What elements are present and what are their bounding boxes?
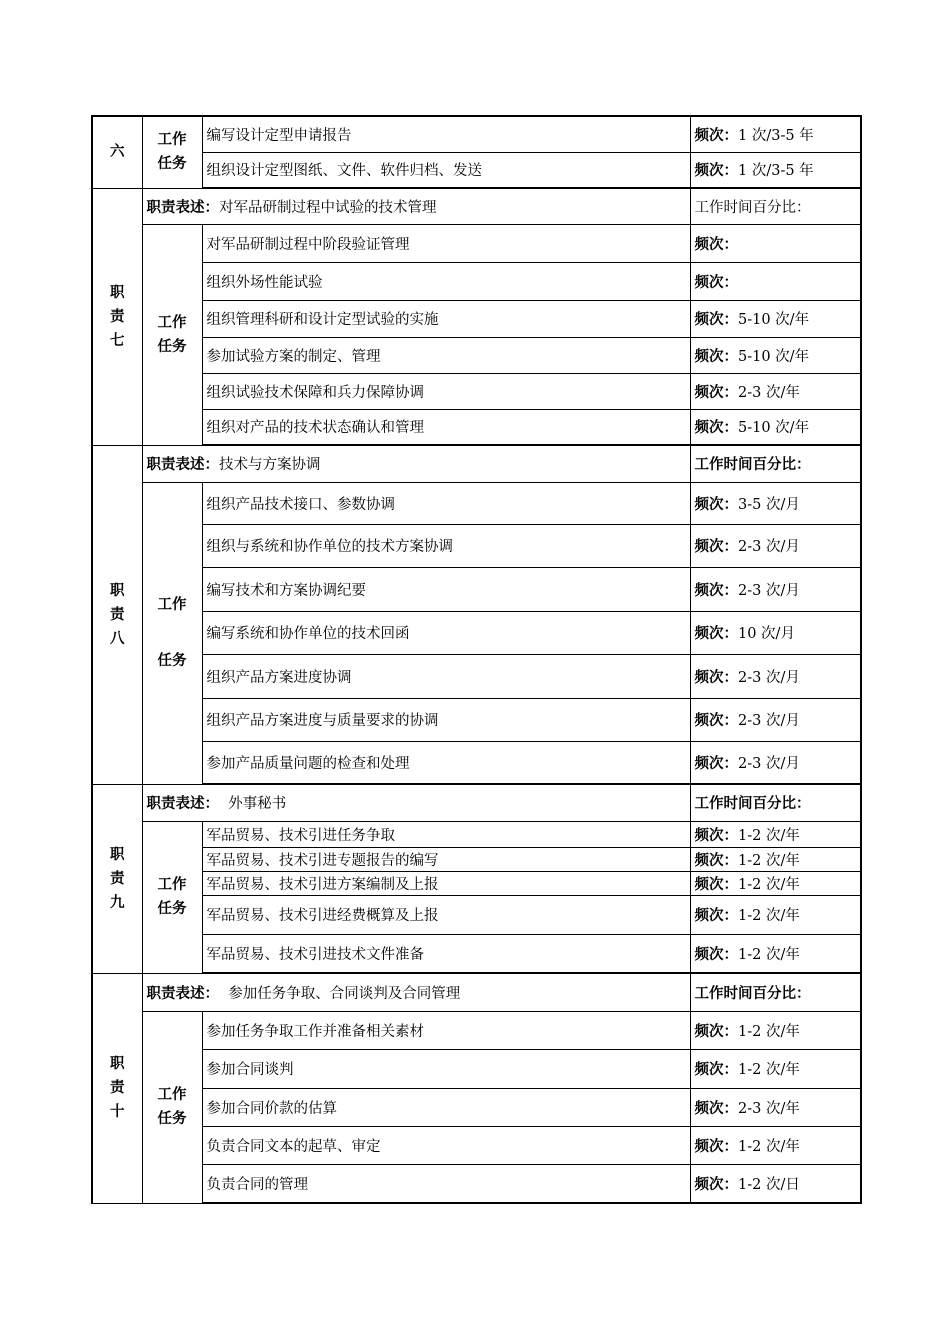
table-row xyxy=(92,741,861,784)
frequency-cell: 频次：1-2 次/年 xyxy=(690,895,861,934)
table-row xyxy=(92,300,861,337)
frequency-cell: 频次：5-10 次/年 xyxy=(690,409,861,445)
frequency-cell: 频次：1-2 次/年 xyxy=(690,871,861,895)
duty-number-9: 职 责 九 xyxy=(92,784,142,973)
table-row xyxy=(92,871,861,895)
duty-description-row xyxy=(92,784,861,821)
task-text: 参加合同谈判 xyxy=(202,1049,690,1088)
task-text: 参加试验方案的制定、管理 xyxy=(202,337,690,373)
duty-description: 职责表述：对军品研制过程中试验的技术管理 xyxy=(142,188,690,224)
time-percentage: 工作时间百分比： xyxy=(690,784,861,821)
task-text: 编写系统和协作单位的技术回函 xyxy=(202,611,690,654)
frequency-cell: 频次：2-3 次/年 xyxy=(690,373,861,409)
frequency-cell: 频次：5-10 次/年 xyxy=(690,337,861,373)
duty-number-8: 职 责 八 xyxy=(92,445,142,784)
frequency-cell: 频次：1-2 次/年 xyxy=(690,821,861,847)
frequency-cell: 频次： xyxy=(690,262,861,300)
task-text: 组织试验技术保障和兵力保障协调 xyxy=(202,373,690,409)
task-text: 组织与系统和协作单位的技术方案协调 xyxy=(202,524,690,567)
task-text: 编写技术和方案协调纪要 xyxy=(202,567,690,611)
table-row xyxy=(92,482,861,524)
frequency-cell: 频次：2-3 次/年 xyxy=(690,1088,861,1126)
frequency-cell: 频次：1 次/3-5 年 xyxy=(690,152,861,188)
frequency-cell: 频次：3-5 次/月 xyxy=(690,482,861,524)
frequency-cell: 频次： xyxy=(690,224,861,262)
table-row xyxy=(92,1049,861,1088)
work-task-label: 工作 任务 xyxy=(142,116,202,188)
duty-description-row xyxy=(92,973,861,1011)
frequency-cell: 频次：1-2 次/年 xyxy=(690,1049,861,1088)
task-text: 参加产品质量问题的检查和处理 xyxy=(202,741,690,784)
frequency-cell: 频次：2-3 次/月 xyxy=(690,654,861,698)
task-text: 军品贸易、技术引进经费概算及上报 xyxy=(202,895,690,934)
task-text: 组织产品技术接口、参数协调 xyxy=(202,482,690,524)
table-row xyxy=(92,895,861,934)
table-row xyxy=(92,611,861,654)
table-row xyxy=(92,654,861,698)
frequency-cell: 频次：10 次/月 xyxy=(690,611,861,654)
table-row xyxy=(92,1088,861,1126)
task-text: 组织产品方案进度协调 xyxy=(202,654,690,698)
task-text: 军品贸易、技术引进专题报告的编写 xyxy=(202,847,690,871)
table-row xyxy=(92,262,861,300)
task-text: 组织产品方案进度与质量要求的协调 xyxy=(202,698,690,741)
work-task-label: 工作 任务 xyxy=(142,482,202,784)
frequency-cell: 频次：5-10 次/年 xyxy=(690,300,861,337)
table-row xyxy=(92,116,861,152)
frequency-cell: 频次：2-3 次/月 xyxy=(690,698,861,741)
table-row xyxy=(92,847,861,871)
duty-number-6: 六 xyxy=(92,116,142,188)
table-row xyxy=(92,524,861,567)
work-task-label: 工作 任务 xyxy=(142,821,202,973)
frequency-cell: 频次：1 次/3-5 年 xyxy=(690,116,861,152)
table-row xyxy=(92,1011,861,1049)
task-text: 参加任务争取工作并准备相关素材 xyxy=(202,1011,690,1049)
frequency-cell: 频次：2-3 次/月 xyxy=(690,741,861,784)
frequency-cell: 频次：1-2 次/年 xyxy=(690,847,861,871)
frequency-cell: 频次：1-2 次/日 xyxy=(690,1164,861,1203)
time-percentage: 工作时间百分比： xyxy=(690,973,861,1011)
frequency-cell: 频次：2-3 次/月 xyxy=(690,567,861,611)
task-text: 军品贸易、技术引进方案编制及上报 xyxy=(202,871,690,895)
task-text: 负责合同的管理 xyxy=(202,1164,690,1203)
work-task-label: 工作 任务 xyxy=(142,224,202,445)
duty-description: 职责表述： 外事秘书 xyxy=(142,784,690,821)
duty-description: 职责表述： 参加任务争取、合同谈判及合同管理 xyxy=(142,973,690,1011)
task-text: 军品贸易、技术引进技术文件准备 xyxy=(202,934,690,973)
table-row xyxy=(92,152,861,188)
table-row xyxy=(92,698,861,741)
task-text: 参加合同价款的估算 xyxy=(202,1088,690,1126)
duty-number-10: 职 责 十 xyxy=(92,973,142,1203)
table-row xyxy=(92,224,861,262)
task-text: 组织管理科研和设计定型试验的实施 xyxy=(202,300,690,337)
task-text: 负责合同文本的起草、审定 xyxy=(202,1126,690,1164)
duty-description-row xyxy=(92,445,861,482)
task-text: 对军品研制过程中阶段验证管理 xyxy=(202,224,690,262)
task-text: 军品贸易、技术引进任务争取 xyxy=(202,821,690,847)
table-row xyxy=(92,409,861,445)
task-text: 编写设计定型申请报告 xyxy=(202,116,690,152)
table-row xyxy=(92,1164,861,1203)
table-row xyxy=(92,567,861,611)
duty-number-7: 职 责 七 xyxy=(92,188,142,445)
frequency-cell: 频次：1-2 次/年 xyxy=(690,1011,861,1049)
time-percentage: 工作时间百分比： xyxy=(690,188,861,224)
table-row xyxy=(92,373,861,409)
work-task-label: 工作 任务 xyxy=(142,1011,202,1203)
duty-description: 职责表述：技术与方案协调 xyxy=(142,445,690,482)
table-row xyxy=(92,934,861,973)
task-text: 组织外场性能试验 xyxy=(202,262,690,300)
duties-table xyxy=(91,115,862,1204)
table-row xyxy=(92,337,861,373)
frequency-cell: 频次：1-2 次/年 xyxy=(690,1126,861,1164)
task-text: 组织对产品的技术状态确认和管理 xyxy=(202,409,690,445)
time-percentage: 工作时间百分比： xyxy=(690,445,861,482)
task-text: 组织设计定型图纸、文件、软件归档、发送 xyxy=(202,152,690,188)
table-row xyxy=(92,821,861,847)
table-row xyxy=(92,1126,861,1164)
frequency-cell: 频次：2-3 次/月 xyxy=(690,524,861,567)
frequency-cell: 频次：1-2 次/年 xyxy=(690,934,861,973)
duty-description-row xyxy=(92,188,861,224)
